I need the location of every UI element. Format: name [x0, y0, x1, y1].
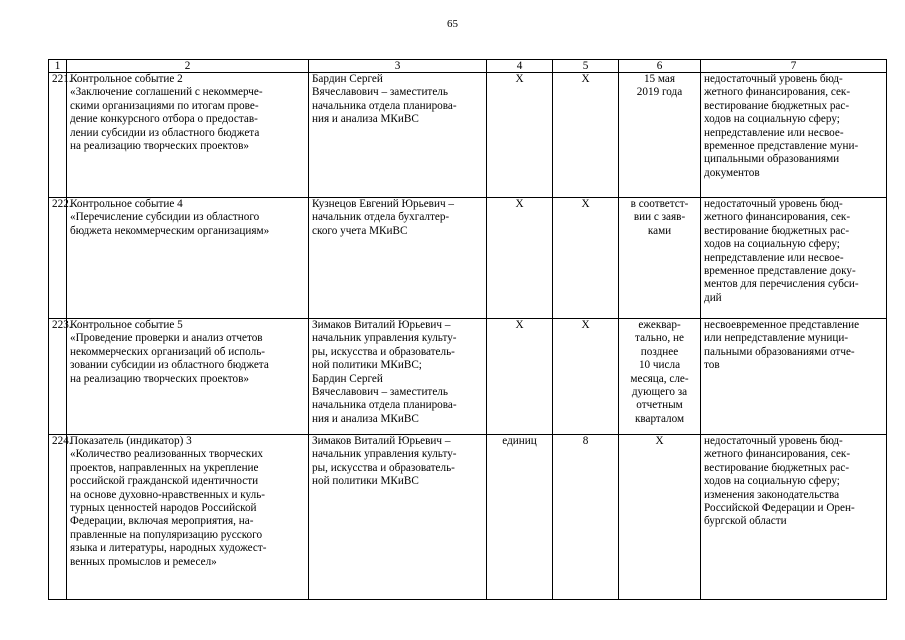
page-number: 65: [447, 18, 458, 30]
cell-text-line: ной политики МКиВС;: [312, 359, 422, 372]
cell-text-line: на основе духовно-нравственных и куль-: [70, 488, 266, 501]
cell-text-line: в соответст-: [630, 198, 689, 210]
cell-text-line: ментов для перечисления субси-: [704, 278, 859, 291]
cell-text-line: Бардин Сергей: [312, 73, 383, 85]
risks-cell: [701, 73, 887, 198]
cell-text-line: ципальными образованиями: [704, 153, 840, 166]
cell-text-line: 8: [582, 435, 589, 447]
cell-text-line: вестирование бюджетных рас-: [704, 224, 850, 237]
cell-text-line: турных ценностей народов Российской: [70, 502, 257, 515]
cell-text-line: правленные на популяризацию русского: [70, 528, 263, 541]
event-description: [67, 319, 309, 435]
deadline-cell: [619, 319, 701, 435]
cell-text-line: Вячеславович – заместитель: [312, 386, 448, 399]
event-description: [67, 198, 309, 319]
row-number: 222.: [49, 198, 67, 319]
cell-text-line: Зимаков Виталий Юрьевич –: [312, 435, 451, 447]
cell-text-line: непредставление или несвое-: [704, 126, 844, 139]
value-cell: [553, 435, 619, 600]
cell-text-line: начальник управления культу-: [312, 448, 457, 461]
row-number: 224.: [49, 435, 67, 600]
cell-text-line: отчетным: [636, 399, 683, 412]
cell-text-line: месяца, сле-: [630, 372, 689, 385]
unit-cell: [487, 319, 553, 435]
cell-text-line: непредставление или несвое-: [704, 251, 844, 264]
cell-text-line: российской гражданской идентичности: [70, 475, 259, 488]
cell-text-line: Х: [655, 435, 664, 447]
cell-text-line: Х: [515, 198, 524, 210]
header-row: [49, 60, 887, 73]
table-row: [49, 73, 887, 198]
cell-text-line: на реализацию творческих проектов»: [70, 140, 250, 153]
cell-text-line: ками: [647, 224, 672, 237]
cell-text-line: 15 мая: [643, 73, 676, 85]
column-header: 6: [619, 60, 701, 73]
cell-text-line: ной политики МКиВС: [312, 475, 419, 488]
cell-text-line: временное представление доку-: [704, 265, 856, 278]
event-description: [67, 73, 309, 198]
cell-text-line: начальник управления культу-: [312, 332, 457, 345]
risks-cell: [701, 435, 887, 600]
cell-text-line: Зимаков Виталий Юрьевич –: [312, 319, 451, 331]
cell-text-line: Федерации, включая мероприятия, на-: [70, 515, 254, 528]
cell-text-line: единиц: [502, 435, 537, 447]
row-number: 223.: [49, 319, 67, 435]
unit-cell: [487, 198, 553, 319]
cell-text-line: Х: [515, 319, 524, 331]
cell-text-line: ского учета МКиВС: [312, 224, 408, 237]
column-header: 3: [309, 60, 487, 73]
cell-text-line: языка и литературы, народных художест-: [70, 542, 267, 555]
cell-text-line: «Проведение проверки и анализ отчетов: [70, 332, 263, 345]
table-body: [49, 73, 887, 600]
deadline-cell: [619, 435, 701, 600]
cell-text-line: на реализацию творческих проектов»: [70, 372, 250, 385]
cell-text-line: Показатель (индикатор) 3: [70, 435, 192, 447]
event-description: [67, 435, 309, 600]
cell-text-line: Бардин Сергей: [312, 372, 383, 385]
cell-text-line: ходов на социальную сферу;: [704, 238, 840, 251]
cell-text-line: Х: [581, 73, 590, 85]
cell-text-line: пальными образованиями отче-: [704, 345, 855, 358]
cell-text-line: вестирование бюджетных рас-: [704, 99, 850, 112]
cell-text-line: ры, искусства и образователь-: [312, 345, 455, 358]
value-cell: [553, 198, 619, 319]
cell-text-line: ходов на социальную сферу;: [704, 475, 840, 488]
table-row: [49, 435, 887, 600]
deadline-cell: [619, 73, 701, 198]
cell-text-line: жетного финансирования, сек-: [704, 86, 851, 99]
cell-text-line: лении субсидии из областного бюджета: [70, 126, 260, 139]
cell-text-line: Кузнецов Евгений Юрьевич –: [312, 198, 454, 210]
unit-cell: [487, 435, 553, 600]
cell-text-line: Контрольное событие 2: [70, 73, 183, 85]
cell-text-line: «Перечисление субсидии из областного: [70, 211, 260, 224]
cell-text-line: начальник отдела бухгалтер-: [312, 211, 450, 224]
cell-text-line: зовании субсидии из областного бюджета: [70, 359, 269, 372]
cell-text-line: изменения законодательства: [704, 488, 840, 501]
cell-text-line: Российской Федерации и Орен-: [704, 502, 855, 515]
unit-cell: [487, 73, 553, 198]
responsible-person: [309, 435, 487, 600]
cell-text-line: позднее: [640, 345, 679, 358]
cell-text-line: кварталом: [634, 412, 685, 425]
responsible-person: [309, 319, 487, 435]
cell-text-line: начальника отдела планирова-: [312, 99, 457, 112]
cell-text-line: вии с заяв-: [633, 211, 686, 224]
cell-text-line: временное представление муни-: [704, 140, 859, 153]
cell-text-line: некоммерческих организаций об исполь-: [70, 345, 266, 358]
cell-text-line: бюджета некоммерческим организациям»: [70, 224, 270, 237]
cell-text-line: «Заключение соглашений с некоммерче-: [70, 86, 263, 99]
cell-text-line: «Количество реализованных творческих: [70, 448, 263, 461]
cell-text-line: недостаточный уровень бюд-: [704, 73, 843, 85]
cell-text-line: начальника отдела планирова-: [312, 399, 457, 412]
cell-text-line: или непредставление муници-: [704, 332, 849, 345]
row-number: 221.: [49, 73, 67, 198]
cell-text-line: Х: [581, 319, 590, 331]
risks-cell: [701, 319, 887, 435]
cell-text-line: скими организациями по итогам прове-: [70, 99, 259, 112]
responsible-person: [309, 198, 487, 319]
cell-text-line: Контрольное событие 4: [70, 198, 183, 210]
cell-text-line: ры, искусства и образователь-: [312, 461, 455, 474]
cell-text-line: ежеквар-: [638, 319, 681, 331]
cell-text-line: вестирование бюджетных рас-: [704, 461, 850, 474]
events-table: [48, 59, 887, 600]
cell-text-line: тов: [704, 359, 720, 372]
cell-text-line: дение конкурсного отбора о предостав-: [70, 113, 258, 126]
table-row: [49, 198, 887, 319]
column-header: 7: [701, 60, 887, 73]
column-header: 2: [67, 60, 309, 73]
cell-text-line: недостаточный уровень бюд-: [704, 198, 843, 210]
column-header: 1: [49, 60, 67, 73]
cell-text-line: Х: [581, 198, 590, 210]
value-cell: [553, 73, 619, 198]
cell-text-line: Вячеславович – заместитель: [312, 86, 448, 99]
column-header: 5: [553, 60, 619, 73]
cell-text-line: проектов, направленных на укрепление: [70, 461, 259, 474]
cell-text-line: жетного финансирования, сек-: [704, 448, 851, 461]
cell-text-line: ния и анализа МКиВС: [312, 412, 419, 425]
cell-text-line: тально, не: [635, 332, 684, 345]
cell-text-line: венных промыслов и ремесел»: [70, 555, 217, 568]
cell-text-line: бургской области: [704, 515, 787, 528]
cell-text-line: 2019 года: [636, 86, 683, 99]
cell-text-line: несвоевременное представление: [704, 319, 860, 331]
cell-text-line: 10 числа: [638, 359, 681, 372]
cell-text-line: дующего за: [631, 386, 688, 399]
cell-text-line: ния и анализа МКиВС: [312, 113, 419, 126]
risks-cell: [701, 198, 887, 319]
cell-text-line: дий: [704, 291, 722, 304]
table-row: [49, 319, 887, 435]
column-header: 4: [487, 60, 553, 73]
cell-text-line: жетного финансирования, сек-: [704, 211, 851, 224]
responsible-person: [309, 73, 487, 198]
cell-text-line: ходов на социальную сферу;: [704, 113, 840, 126]
deadline-cell: [619, 198, 701, 319]
cell-text-line: Контрольное событие 5: [70, 319, 183, 331]
cell-text-line: недостаточный уровень бюд-: [704, 435, 843, 447]
cell-text-line: Х: [515, 73, 524, 85]
value-cell: [553, 319, 619, 435]
cell-text-line: документов: [704, 166, 760, 179]
